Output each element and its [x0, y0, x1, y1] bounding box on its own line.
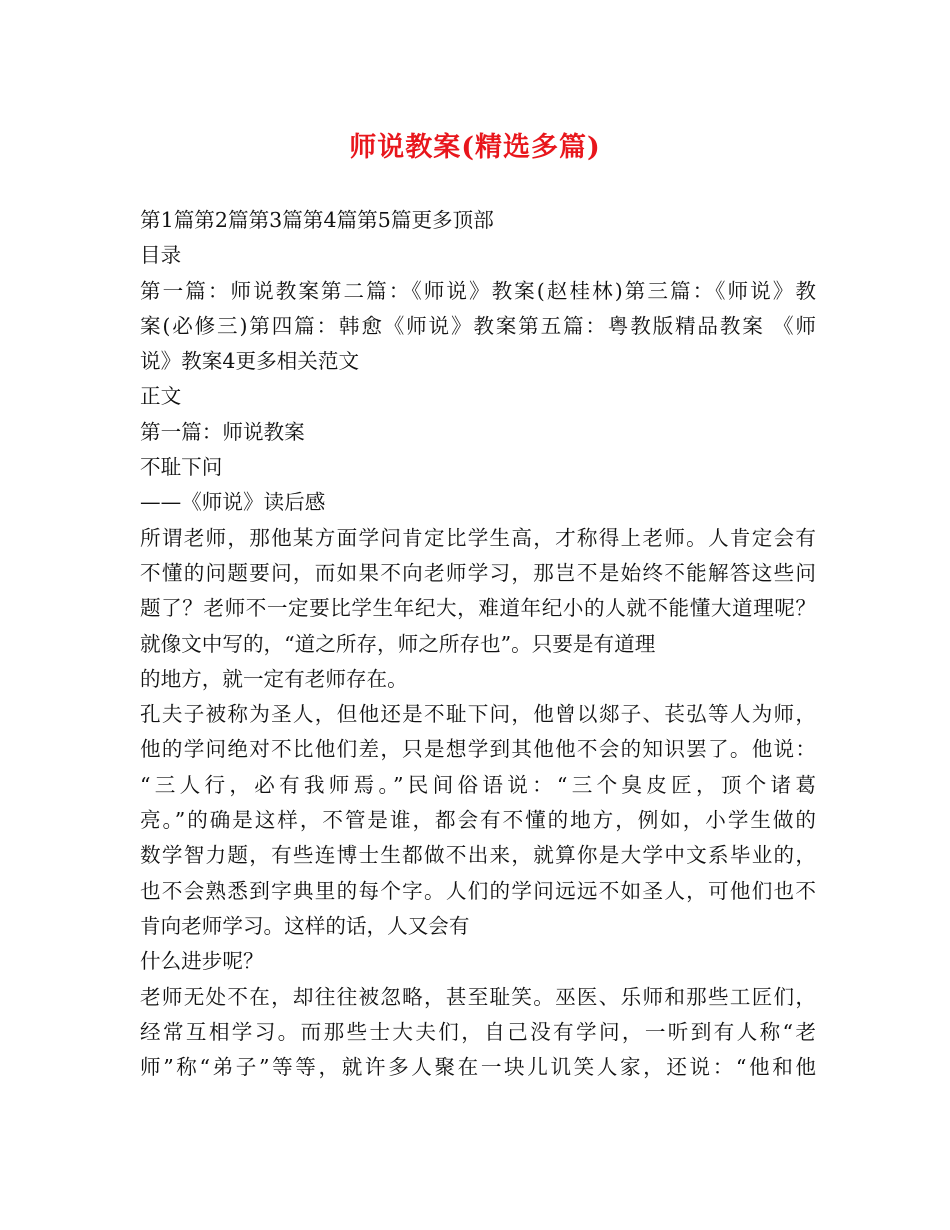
- text-line: 所谓老师，那他某方面学问肯定比学生高，才称得上老师。人肯定会有: [140, 525, 816, 550]
- text-line: 孔夫子被称为圣人，但他还是不耻下问，他曾以郯子、苌弘等人为师，: [140, 702, 816, 727]
- text-line: 题了？老师不一定要比学生年纪大，难道年纪小的人就不能懂大道理呢？: [140, 596, 816, 621]
- text-line: 第1篇第2篇第3篇第4篇第5篇更多顶部: [140, 208, 494, 232]
- text-line: 案(必修三)第四篇：韩愈《师说》教案第五篇：粤教版精品教案 《师: [140, 313, 816, 338]
- text-line: 第一篇：师说教案: [140, 419, 305, 444]
- text-line: 说》教案4更多相关范文: [140, 349, 360, 374]
- text-line: 经常互相学习。而那些士大夫们，自己没有学问，一听到有人称“老: [140, 1019, 816, 1044]
- text-line: 师”称“弟子”等等，就许多人聚在一块儿讥笑人家，还说：“他和他: [140, 1055, 816, 1080]
- text-line: 他的学问绝对不比他们差，只是想学到其他他不会的知识罢了。他说：: [140, 737, 816, 762]
- document-title: 师说教案(精选多篇): [349, 132, 601, 163]
- text-line: 目录: [140, 243, 182, 268]
- text-line: 什么进步呢？: [140, 949, 264, 974]
- text-line: 第一篇：师说教案第二篇：《师说》教案(赵桂林)第三篇：《师说》教: [140, 278, 816, 303]
- document-body: [140, 203, 816, 1085]
- text-line: 亮。”的确是这样，不管是谁，都会有不懂的地方，例如，小学生做的: [140, 808, 816, 833]
- text-line: “三人行，必有我师焉。”民间俗语说：“三个臭皮匠，顶个诸葛: [140, 772, 816, 797]
- text-line: ——《师说》读后感: [140, 490, 326, 515]
- text-line: 就像文中写的，“道之所存，师之所存也”。只要是有道理: [140, 631, 656, 656]
- text-line: 也不会熟悉到字典里的每个字。人们的学问远远不如圣人，可他们也不: [140, 878, 816, 903]
- text-line: 肯向老师学习。这样的话，人又会有: [140, 913, 470, 938]
- text-line: 数学智力题，有些连博士生都做不出来，就算你是大学中文系毕业的，: [140, 843, 816, 868]
- text-line: 正文: [140, 384, 182, 409]
- text-line: 不耻下问: [140, 455, 223, 480]
- text-line: 不懂的问题要问，而如果不向老师学习，那岂不是始终不能解答这些问: [140, 560, 816, 585]
- text-line: 的地方，就一定有老师存在。: [140, 666, 408, 691]
- text-line: 老师无处不在，却往往被忽略，甚至耻笑。巫医、乐师和那些工匠们，: [140, 984, 816, 1009]
